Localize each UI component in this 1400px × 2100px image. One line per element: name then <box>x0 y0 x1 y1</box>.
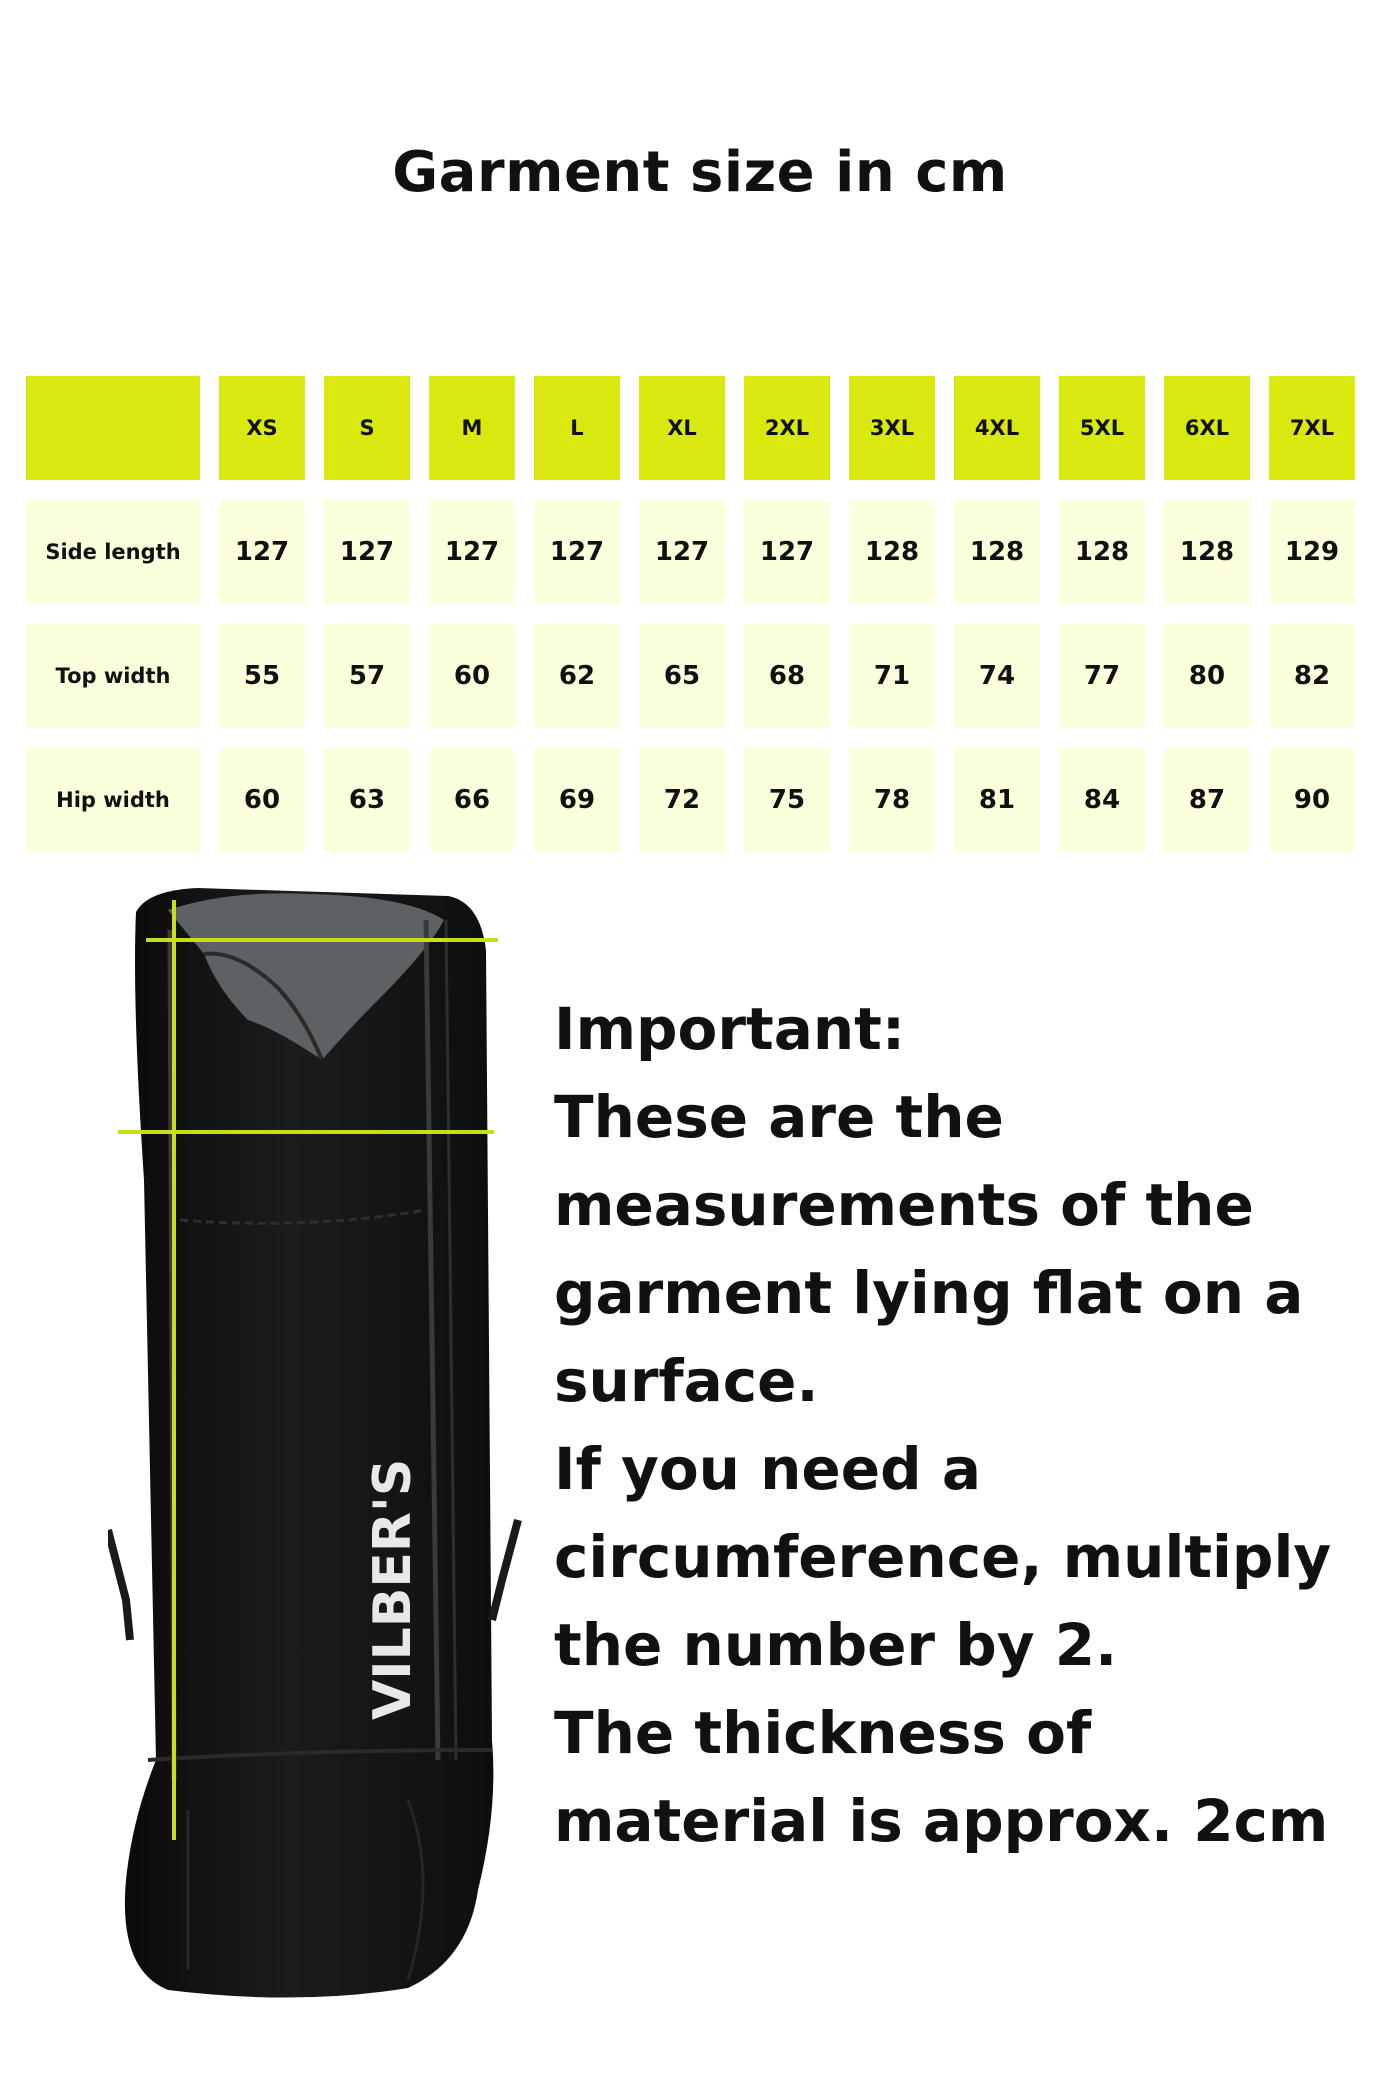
table-cell: 127 <box>324 500 410 604</box>
note-line: the number by 2. <box>554 1611 1118 1679</box>
table-cell: 63 <box>324 748 410 852</box>
size-header: S <box>324 376 410 480</box>
table-cell: 128 <box>1059 500 1145 604</box>
size-header: 2XL <box>744 376 830 480</box>
table-cell: 82 <box>1269 624 1355 728</box>
table-cell: 77 <box>1059 624 1145 728</box>
page-title: Garment size in cm <box>392 140 1008 205</box>
size-header: 6XL <box>1164 376 1250 480</box>
table-cell: 80 <box>1164 624 1250 728</box>
table-cell: 81 <box>954 748 1040 852</box>
table-cell: 129 <box>1269 500 1355 604</box>
table-cell: 87 <box>1164 748 1250 852</box>
sleeping-bag-garment-photo <box>108 880 548 2020</box>
table-cell: 75 <box>744 748 830 852</box>
note-line: garment lying flat on a <box>554 1259 1304 1327</box>
note-line: If you need a <box>554 1435 981 1503</box>
table-cell: 55 <box>219 624 305 728</box>
note-line: The thickness of <box>554 1699 1092 1767</box>
table-cell: 127 <box>744 500 830 604</box>
table-cell: 65 <box>639 624 725 728</box>
note-line: These are the <box>554 1083 1004 1151</box>
table-cell: 78 <box>849 748 935 852</box>
size-header: 7XL <box>1269 376 1355 480</box>
size-header: L <box>534 376 620 480</box>
table-cell: 74 <box>954 624 1040 728</box>
size-header: 5XL <box>1059 376 1145 480</box>
table-cell: 71 <box>849 624 935 728</box>
table-cell: 127 <box>219 500 305 604</box>
size-header: M <box>429 376 515 480</box>
table-cell: 127 <box>429 500 515 604</box>
table-cell: 90 <box>1269 748 1355 852</box>
size-header: 4XL <box>954 376 1040 480</box>
table-cell: 128 <box>954 500 1040 604</box>
row-label: Top width <box>26 624 200 728</box>
note-line: surface. <box>554 1347 819 1415</box>
table-cell: 72 <box>639 748 725 852</box>
table-cell: 128 <box>1164 500 1250 604</box>
important-note <box>554 985 1354 1865</box>
table-cell: 127 <box>639 500 725 604</box>
table-corner-cell <box>26 376 200 480</box>
table-cell: 60 <box>429 624 515 728</box>
table-cell: 128 <box>849 500 935 604</box>
table-cell: 57 <box>324 624 410 728</box>
note-line: measurements of the <box>554 1171 1254 1239</box>
row-label: Side length <box>26 500 200 604</box>
size-table <box>26 376 1355 852</box>
table-cell: 68 <box>744 624 830 728</box>
size-header: XS <box>219 376 305 480</box>
table-cell: 69 <box>534 748 620 852</box>
table-cell: 127 <box>534 500 620 604</box>
table-cell: 62 <box>534 624 620 728</box>
size-header: 3XL <box>849 376 935 480</box>
size-header: XL <box>639 376 725 480</box>
row-label: Hip width <box>26 748 200 852</box>
vilbers-logo: VILBER'S <box>363 1458 423 1720</box>
table-cell: 66 <box>429 748 515 852</box>
note-line: material is approx. 2cm <box>554 1787 1329 1855</box>
note-line: circumference, multiply <box>554 1523 1332 1591</box>
table-cell: 84 <box>1059 748 1145 852</box>
note-line: Important: <box>554 995 906 1063</box>
table-cell: 60 <box>219 748 305 852</box>
